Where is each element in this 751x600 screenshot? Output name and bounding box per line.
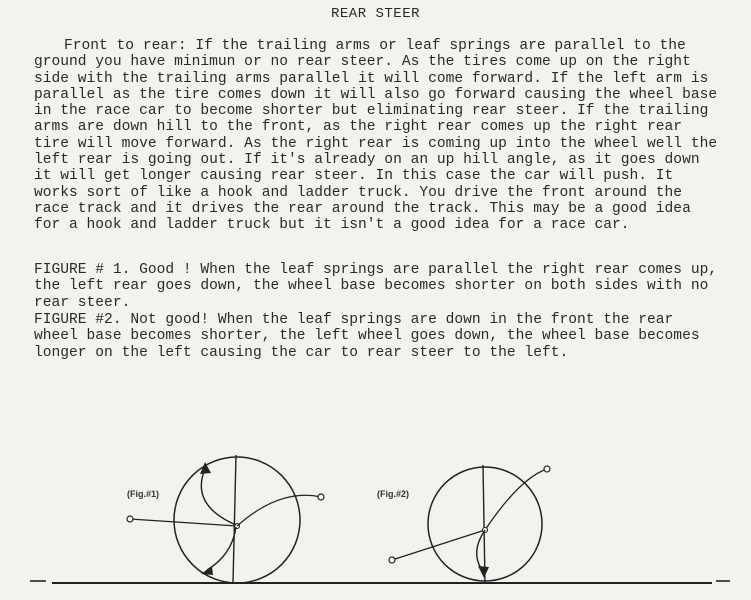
- figure-2-pivot-point: [389, 557, 395, 563]
- figure-1-vertical-axis: [233, 455, 236, 583]
- figure-2-caption: FIGURE #2. Not good! When the leaf springs are down in the front the rear wheel base becomes shorter, the left wheel goes down, the wheel base becomes longer on the left causing the car to rear steer to the left.: [34, 312, 700, 361]
- figure-1-arc-up: [201, 469, 236, 525]
- figure-1-spring-curve: [237, 495, 321, 526]
- figure-2-spring-end: [544, 466, 550, 472]
- figure-2-label: (Fig.#2): [377, 489, 410, 499]
- figure-2-arrow-down: [478, 566, 489, 578]
- figure-1-wheel: [174, 457, 300, 583]
- figure-1-arc-down: [207, 527, 236, 570]
- figure-2-diagram: [377, 465, 550, 583]
- figure-1-trailing-arm: [130, 519, 237, 526]
- page-title: REAR STEER: [330, 6, 420, 22]
- figure-2-vertical-axis: [483, 465, 485, 583]
- intro-paragraph: Front to rear: If the trailing arms or leaf springs are parallel to the ground you have minimun or no rear steer. As the tires come up on the right side with the trailing arms parallel it will come forward. If the left arm is parallel as the tire comes down it will also go forward causing the wheel base in the race car to become shorter but eliminating rear steer. If the trailing arms are down hill to the front, as the right rear comes up the right rear tire will move forward. As the right rear is coming up into the wheel well the left rear is going out. If it's already on an up hill angle, as it goes down it will get longer causing rear steer. In this case the car will push. It works sort of like a hook and ladder truck. You drive the front around the race track and it drives the rear around the track. This may be a good idea for a hook and ladder truck but it isn't a good idea for a race car.: [34, 38, 718, 234]
- figure-1-arrow-down: [201, 566, 213, 575]
- figure-1-diagram: [127, 455, 324, 583]
- figure-1-spring-end: [318, 494, 324, 500]
- figure-1-pivot-point: [127, 516, 133, 522]
- figure-2-spring-curve: [485, 469, 547, 530]
- figure-1-caption: FIGURE # 1. Good ! When the leaf springs are parallel the right rear comes up, the left rear goes down, the wheel base becomes shorter on both sides with no rear steer.: [34, 262, 718, 311]
- figure-1-label: (Fig.#1): [127, 489, 160, 499]
- figure-2-trailing-arm: [392, 530, 485, 560]
